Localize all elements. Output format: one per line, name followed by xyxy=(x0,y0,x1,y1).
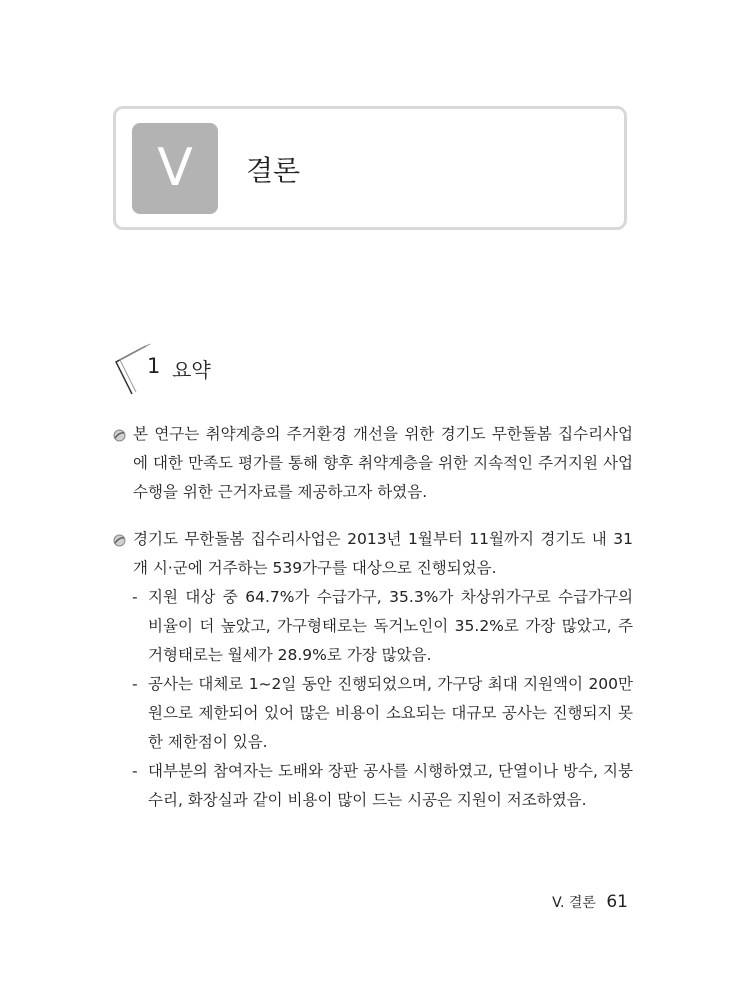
dash-marker: - xyxy=(132,588,138,606)
sub-list xyxy=(132,583,633,815)
sub-list-item xyxy=(132,757,633,815)
chapter-number: V xyxy=(132,123,218,214)
section-number: 1 xyxy=(147,354,161,378)
sub-list-text: 공사는 대체로 1~2일 동안 진행되었으며, 가구당 최대 지원액이 200만원으로 제한되어 있어 많은 비용이 소요되는 대규모 공사는 진행되지 못한 제한점이 있음. xyxy=(148,675,633,751)
bullet-text: 본 연구는 취약계층의 주거환경 개선을 위한 경기도 무한돌봄 집수리사업에 대한 만족도 평가를 통해 향후 취약계층을 위한 지속적인 주거지원 사업 수행을 위한 근거자료를 제공하고자 하였음. xyxy=(133,425,633,501)
section-heading xyxy=(112,342,312,398)
section-title: 요약 xyxy=(172,358,211,382)
page-number: 61 xyxy=(606,892,628,912)
section-bracket-icon xyxy=(112,342,172,398)
dash-marker: - xyxy=(132,762,138,780)
bullet-item xyxy=(113,420,633,507)
chapter-header xyxy=(113,106,627,230)
bullet-item xyxy=(113,525,633,583)
chapter-title: 결론 xyxy=(246,154,301,187)
sub-list-text: 대부분의 참여자는 도배와 장판 공사를 시행하였고, 단열이나 방수, 지붕 수리, 화장실과 같이 비용이 많이 드는 시공은 지원이 저조하였음. xyxy=(148,762,633,809)
dash-marker: - xyxy=(132,675,138,693)
footer-chapter-label: V. 결론 xyxy=(552,895,596,911)
sub-list-item xyxy=(132,670,633,757)
sub-list-text: 지원 대상 중 64.7%가 수급가구, 35.3%가 차상위가구로 수급가구의 비율이 더 높았고, 가구형태로는 독거노인이 35.2%로 가장 많았고, 주거형태로는 월세가 28.9%로 가장 많았음. xyxy=(148,588,633,664)
page-footer xyxy=(552,892,628,912)
bullet-text: 경기도 무한돌봄 집수리사업은 2013년 1월부터 11월까지 경기도 내 31개 시·군에 거주하는 539가구를 대상으로 진행되었음. xyxy=(133,530,633,577)
bullet-icon xyxy=(113,429,126,442)
bullet-icon xyxy=(113,534,126,547)
sub-list-item xyxy=(132,583,633,670)
